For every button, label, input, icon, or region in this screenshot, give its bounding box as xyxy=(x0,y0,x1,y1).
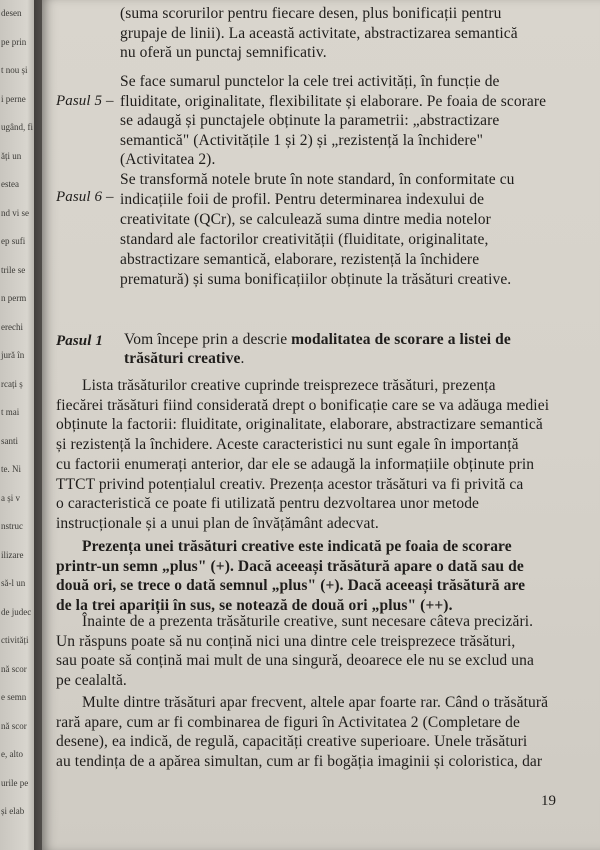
text-line: desene), ea indică, de regulă, capacități creative superioare. Unele trăsături xyxy=(56,733,528,751)
text-line: Se transformă notele brute în note standard, în conformitate cu xyxy=(120,171,515,188)
facing-text-fragment: și elab xyxy=(1,806,25,816)
text-line: rară apare, cum ar fi combinarea de figuri în Activitatea 2 (Completare de xyxy=(56,713,521,731)
facing-text-fragment: i perne xyxy=(1,93,26,104)
text-line: fiecărei trăsături fiind considerată drept o bonificație care se va adăuga mediei xyxy=(56,396,550,414)
text-line: standard ale factorilor creativității (fluiditate, originalitate, xyxy=(120,231,489,248)
text-line: TTCT privind potențialul creativ. Prezența acestor trăsături va fi privită ca xyxy=(56,475,524,493)
text-line: (Activitatea 2). xyxy=(120,151,216,168)
text-line: creativitate (QCr), se calculează suma dintre media notelor xyxy=(120,211,491,228)
text-line: și rezistență la închidere. Aceste caracteristici nu sunt egale în importanță xyxy=(56,436,519,454)
text-line: două ori, se trece o dată semnul „plus" (+). Dacă aceeași trăsătură are xyxy=(56,577,526,595)
facing-text-fragment: nd vi se xyxy=(1,207,29,218)
step-label: Pasul 6 – xyxy=(56,189,114,205)
step-1-line-1: Vom începe prin a descrie modalitatea de scorare a listei de xyxy=(124,331,511,348)
facing-text-fragment: desen xyxy=(1,8,22,18)
facing-text-fragment: erechi xyxy=(1,321,23,332)
text-line: sau poate să conțină mai mult de una singură, deoarece ele nu se exclud una xyxy=(56,652,534,670)
text-line: indicațiile foii de profil. Pentru determinarea indexului de xyxy=(120,191,485,208)
step-1-label: Pasul 1 xyxy=(56,333,103,349)
text-line: (suma scorurilor pentru fiecare desen, plus bonificații pentru xyxy=(120,5,502,22)
text-line: au tendința de a apărea simultan, cum ar fi bogăția imaginii și coloristica, dar xyxy=(56,753,543,771)
facing-text-fragment: rcați ș xyxy=(1,378,23,389)
text-line: instrucționale și a unui plan de învățământ adecvat. xyxy=(56,514,379,532)
text-line: Se face sumarul punctelor la cele trei activități, în funcție de xyxy=(120,73,500,90)
facing-text-fragment: t nou și xyxy=(1,65,28,75)
facing-text-fragment: ep sufi xyxy=(1,236,26,246)
facing-text-fragment: jură în xyxy=(1,350,25,360)
text-line: semantică" (Activitățile 1 și 2) și „rezistență la închidere" xyxy=(120,131,484,149)
facing-text-fragment: nă scor xyxy=(1,720,27,731)
facing-text-fragment: urile pe xyxy=(1,777,29,788)
facing-text-fragment: să-l un xyxy=(1,578,26,588)
text-line: Înainte de a prezenta trăsăturile creative, sunt necesare câteva precizări. xyxy=(82,613,534,630)
text-line: nu oferă un punctaj semnificativ. xyxy=(120,44,327,61)
facing-text-fragment: nstruc xyxy=(1,521,23,531)
facing-text-fragment: ilizare xyxy=(1,549,24,560)
facing-text-fragment: estea xyxy=(1,179,19,189)
text-line: de la trei apariții în sus, se notează de două ori „plus" (++). xyxy=(56,597,453,615)
text-line: obținute la factorii: fluiditate, originalitate, elaborare, abstractizare semantică xyxy=(56,416,543,434)
facing-text-fragment: trile se xyxy=(1,264,26,275)
text-line: grupaje de linii). La această activitate, abstractizarea semantică xyxy=(120,24,518,42)
facing-text-fragment: ăți un xyxy=(1,150,22,161)
facing-text-fragment: a și v xyxy=(1,492,20,503)
facing-text-fragment: t mai xyxy=(1,407,20,417)
text-line: pe cealaltă. xyxy=(56,672,127,690)
text-line: prematură) și suma bonificațiilor obținute la trăsături creative. xyxy=(120,271,512,288)
text-line: o caracteristică ce poate fi utilizată pentru dezvoltarea unor metode xyxy=(56,495,480,513)
text-line: cu factorii enumerați anterior, dar ele se adaugă la informațiile obținute prin xyxy=(56,455,535,473)
text-line: Prezența unei trăsături creative este indicată pe foaia de scorare xyxy=(82,538,512,555)
facing-text-fragment: pe prin xyxy=(1,36,27,47)
page-number: 19 xyxy=(541,793,556,809)
text-line: Lista trăsăturilor creative cuprinde treisprezece trăsături, prezența xyxy=(82,377,496,394)
text-line: fluiditate, originalitate, flexibilitate și elaborare. Pe foaia de scorare xyxy=(120,92,547,110)
facing-text-fragment: ugând, fi xyxy=(1,122,33,132)
text-line: Multe dintre trăsături apar frecvent, altele apar foarte rar. Când o trăsătură xyxy=(82,694,549,711)
text-line: printr-un semn „plus" (+). Dacă aceeași trăsătură apare o dată sau de xyxy=(56,557,524,575)
facing-text-fragment: santi xyxy=(1,435,18,446)
text-line: Un răspuns poate să nu conțină nici una dintre cele treisprezece trăsături, xyxy=(56,632,516,650)
text-line: abstractizare semantică, elaborare, rezistență la închidere xyxy=(120,251,480,268)
facing-text-fragment: e, alto xyxy=(1,749,23,759)
facing-text-fragment: nă scor xyxy=(1,663,27,674)
facing-text-fragment: e semn xyxy=(1,692,27,702)
step-1-line-2: trăsături creative. xyxy=(124,350,245,367)
facing-text-fragment: de judec xyxy=(1,606,32,617)
facing-text-fragment: ctivități xyxy=(1,635,29,645)
step-label: Pasul 5 – xyxy=(56,93,114,109)
text-line: se adaugă și punctajele obținute la parametrii: „abstractizare xyxy=(120,112,500,129)
book-page xyxy=(42,0,600,850)
facing-page-edge xyxy=(0,0,34,850)
facing-text-fragment: n perm xyxy=(1,293,27,303)
facing-text-fragment: te. Ni xyxy=(1,464,21,474)
